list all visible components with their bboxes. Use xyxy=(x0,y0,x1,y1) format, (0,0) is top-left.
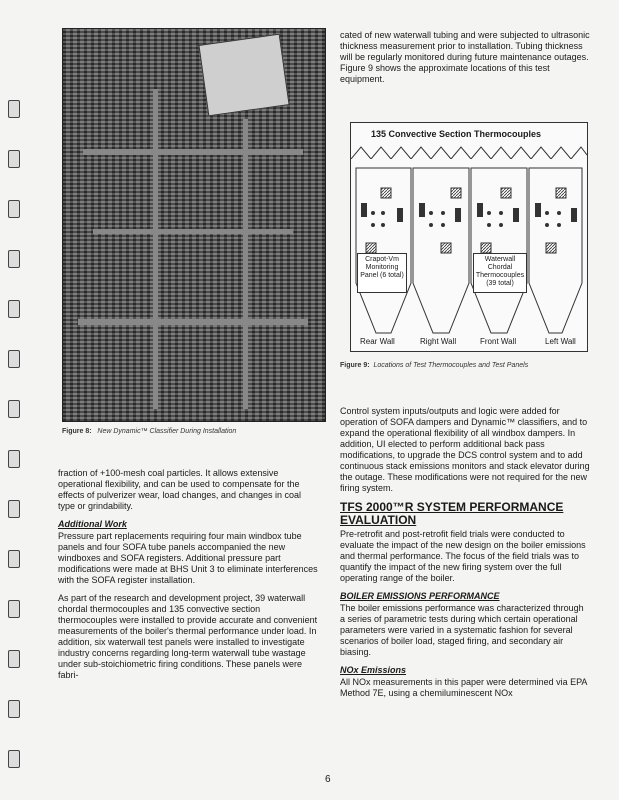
subheading-nox: NOx Emissions xyxy=(340,665,407,675)
additional-work-heading: Additional Work xyxy=(58,519,127,529)
wall-label-left: Left Wall xyxy=(545,337,576,346)
section-heading: TFS 2000™R SYSTEM PERFORMANCE EVALUATION xyxy=(340,500,564,527)
pressure-part-paragraph: Pressure part replacements requiring four main windbox tube panels and four SOFA tube panels accompanied the new windboxes and SOFA registers. Additional pressure part modifications were made at BHS Unit 3 to eliminate interferences with the SOFA register installation. xyxy=(58,531,318,585)
figure-8-caption: Figure 8: New Dynamic™ Classifier During Installation xyxy=(62,428,237,435)
wall-label-rear: Rear Wall xyxy=(360,337,395,346)
wall-label-right: Right Wall xyxy=(420,337,457,346)
right-top-text: cated of new waterwall tubing and were subjected to ultrasonic thickness measurement prior to installation. Tubing thickness will be regularly monitored during future maintenance outages. Figure 9 shows the approximate locations of this test equipment. xyxy=(340,30,590,84)
monitoring-panel-label: Crapot-Vm Monitoring Panel (6 total) xyxy=(357,253,407,293)
thermocouple-paragraph: As part of the research and development project, 39 waterwall chordal thermocouples and 135 convective section thermocouples were installed to provide accurate and convenient measurements of the boiler's thermal performance under load. In addition, six waterwall test panels were installed to investigate industry concerns regarding long-term waterwall tube wastage under sub-stoichiometric firing conditions. These panels were fabri- xyxy=(58,593,318,680)
zigzag-top xyxy=(351,145,587,159)
figure-8-photo xyxy=(62,28,326,422)
emissions-paragraph: The boiler emissions performance was characterized through a series of parametric tests during which certain operational parameters were varied in a systematic fashion for several scenarios of boiler load, staged firing, and secondary air biasing. xyxy=(340,603,584,657)
left-column-text xyxy=(58,468,320,688)
page-number: 6 xyxy=(325,774,331,785)
classifier-paragraph: fraction of +100-mesh coal particles. It allows extensive operational flexibility, and can be used to compensate for the effects of pulverizer wear, load changes, and changes in coal type or grindability. xyxy=(58,468,301,511)
nox-paragraph: All NOx measurements in this paper were determined via EPA Method 7E, using a chemiluminescent NOx xyxy=(340,677,587,698)
chordal-thermocouples-label: Waterwall Chordal Thermocouples (39 total) xyxy=(473,253,527,293)
wall-label-front: Front Wall xyxy=(480,337,517,346)
controls-paragraph: Control system inputs/outputs and logic were added for operation of SOFA dampers and Dynamic™ classifiers, and to expand the operational flexibility of all windbox dampers. In addition, UI elected to perform additional back pass modifications, to upgrade the DCS control system and to add continuous stack emissions monitors and stack elevator during the outage. These modifications were not required for the new firing system. xyxy=(340,406,590,493)
subheading-emissions: BOILER EMISSIONS PERFORMANCE xyxy=(340,591,500,601)
binder-marks xyxy=(8,100,22,790)
figure-9-caption: Figure 9: Locations of Test Thermocouples and Test Panels xyxy=(340,362,529,369)
classifier-panel xyxy=(198,34,289,117)
figure-9-title: 135 Convective Section Thermocouples xyxy=(371,129,542,139)
section-paragraph: Pre-retrofit and post-retrofit field trials were conducted to evaluate the impact of the new design on the boiler emissions and thermal performance. The focus of the field trials was to quantify the impact of the new firing system over the full operating range of the boiler. xyxy=(340,529,586,583)
right-column-text xyxy=(340,406,590,706)
figure-9-diagram xyxy=(350,122,588,352)
